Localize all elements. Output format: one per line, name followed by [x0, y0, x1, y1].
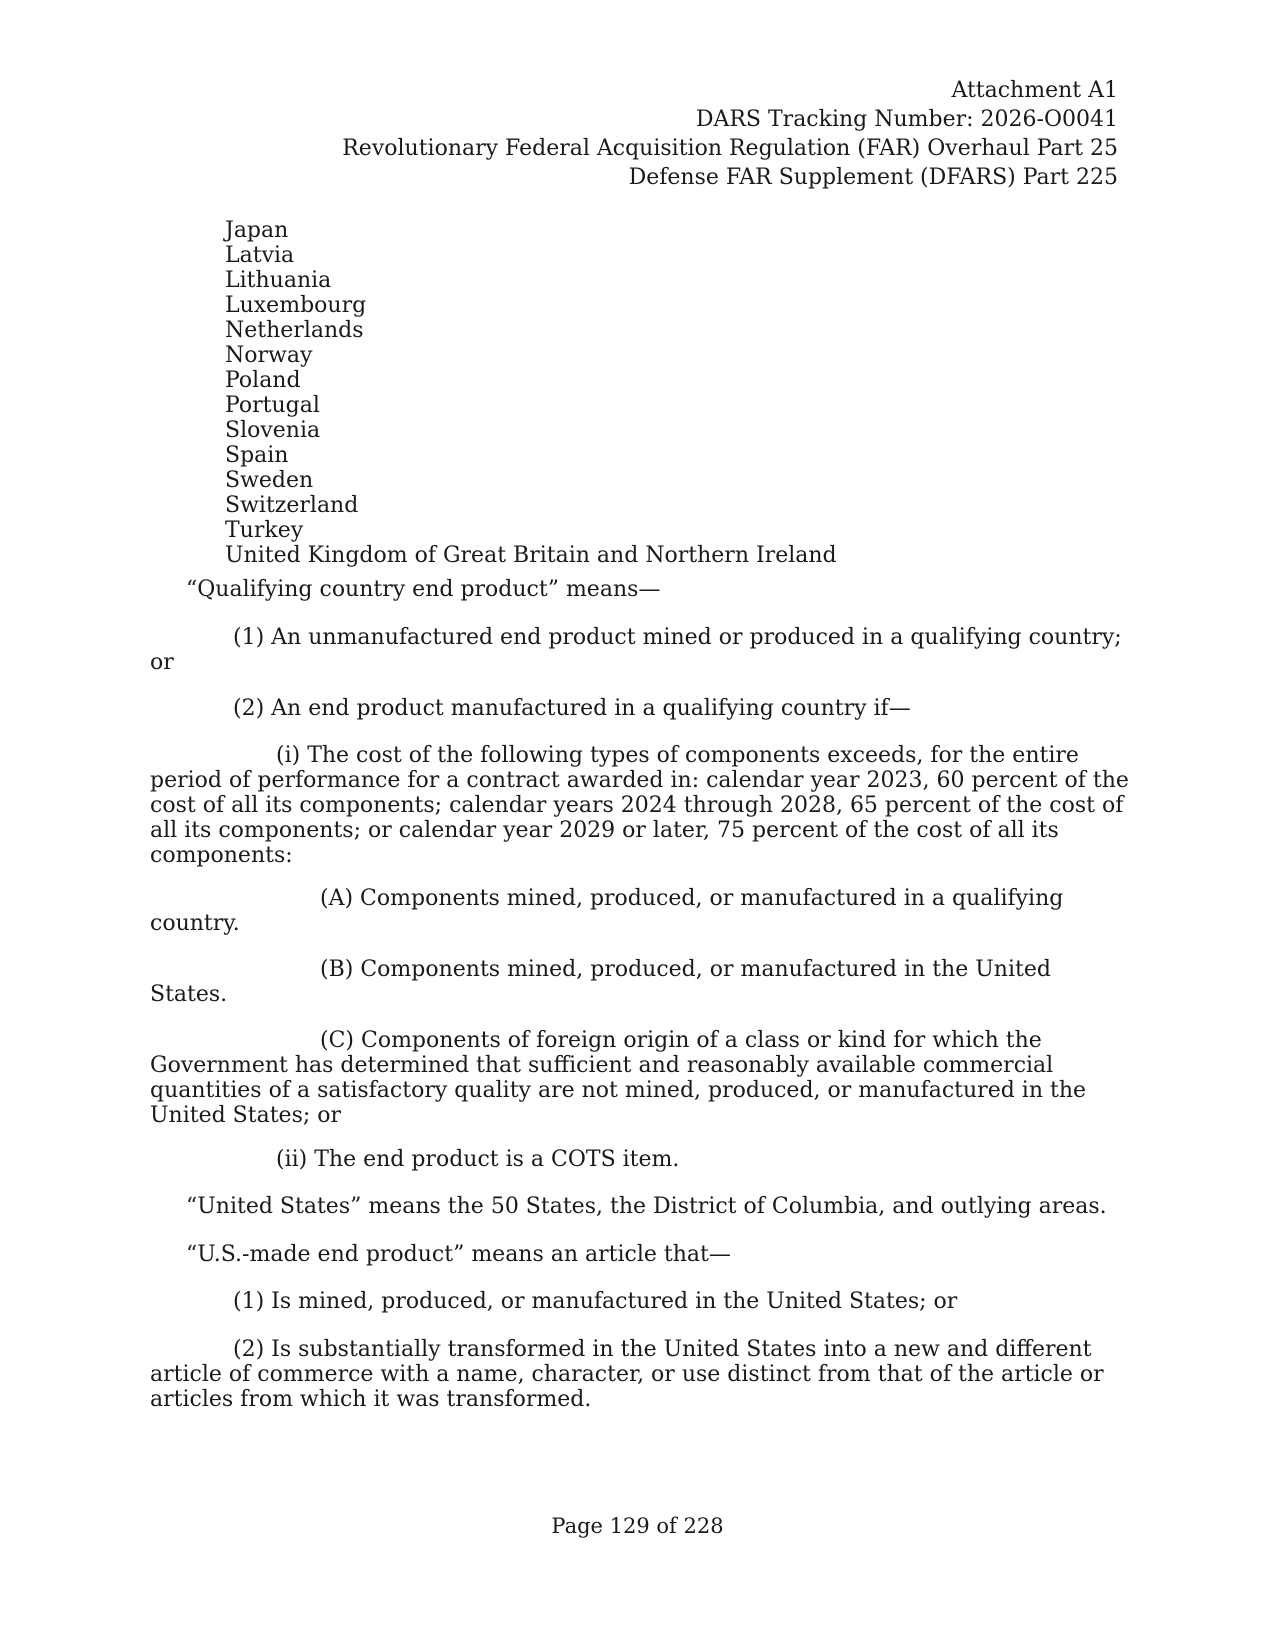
us-made-paragraph-2: (2) Is substantially transformed in the United States into a new and different article of commerce with a name, character, or use distinct from that of the article or articles from which it was transformed.: [150, 1337, 1104, 1412]
definition-us-made-end-product: “U.S.-made end product” means an article that—: [186, 1242, 731, 1267]
header-dfars-part: Defense FAR Supplement (DFARS) Part 225: [628, 165, 1118, 190]
paragraph-2: (2) An end product manufactured in a qualifying country if—: [233, 696, 911, 721]
country-item: Latvia: [225, 243, 295, 268]
paragraph-2-i-b: (B) Components mined, produced, or manufactured in the United States.: [150, 957, 1051, 1007]
paragraph-2-i: (i) The cost of the following types of components exceeds, for the entire period of performance for a contract awarded in: calendar year 2023, 60 percent of the cost of all its components; calendar years 2024 through 2028, 65 percent of the cost of all its components; or calendar year 2029 or later, 75 percent of the cost of all its components:: [150, 743, 1129, 868]
country-item: Japan: [225, 218, 289, 243]
paragraph-2-ii: (ii) The end product is a COTS item.: [276, 1147, 680, 1172]
country-item: Switzerland: [225, 493, 359, 518]
country-item: Sweden: [225, 468, 314, 493]
definition-qualifying-country-end-product: “Qualifying country end product” means—: [186, 577, 661, 602]
country-item: Lithuania: [225, 268, 332, 293]
header-attachment: Attachment A1: [951, 78, 1118, 103]
country-item: Luxembourg: [225, 293, 367, 318]
header-tracking-number: DARS Tracking Number: 2026-O0041: [695, 107, 1118, 132]
paragraph-1: (1) An unmanufactured end product mined or produced in a qualifying country; or: [150, 625, 1122, 675]
header-far-part: Revolutionary Federal Acquisition Regulation (FAR) Overhaul Part 25: [342, 136, 1118, 161]
page-header: [342, 76, 1118, 192]
country-item: Spain: [225, 443, 289, 468]
country-list: [225, 218, 837, 568]
paragraph-2-i-a: (A) Components mined, produced, or manufactured in a qualifying country.: [150, 886, 1064, 936]
paragraph-2-i-c: (C) Components of foreign origin of a class or kind for which the Government has determined that sufficient and reasonably available commercial quantities of a satisfactory quality are not mined, produced, or manufactured in the United States; or: [150, 1028, 1087, 1128]
country-item: Portugal: [225, 393, 320, 418]
definition-united-states: “United States” means the 50 States, the District of Columbia, and outlying areas.: [186, 1194, 1107, 1219]
country-item: Turkey: [225, 518, 304, 543]
page-number: Page 129 of 228: [551, 1514, 724, 1538]
country-item: Poland: [225, 368, 301, 393]
us-made-paragraph-1: (1) Is mined, produced, or manufactured in the United States; or: [233, 1289, 958, 1314]
country-item: United Kingdom of Great Britain and Northern Ireland: [225, 543, 837, 568]
country-item: Norway: [225, 343, 313, 368]
country-item: Slovenia: [225, 418, 321, 443]
country-item: Netherlands: [225, 318, 364, 343]
